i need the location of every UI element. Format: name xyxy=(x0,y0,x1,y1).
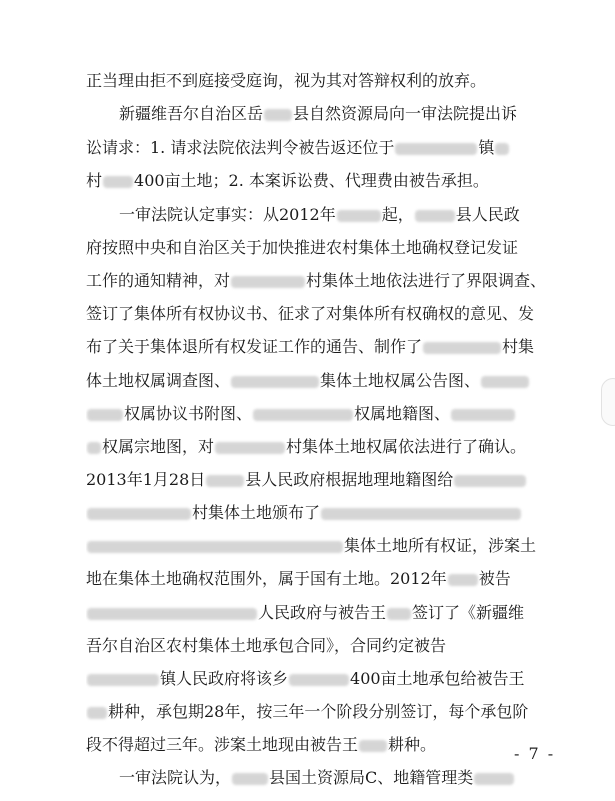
text-segment: 镇 xyxy=(478,138,495,157)
text-segment: 村 xyxy=(86,171,103,190)
redaction-mark xyxy=(321,508,521,520)
text-segment: 县人民政 xyxy=(455,205,520,224)
text-segment: 耕种。 xyxy=(388,735,437,754)
redaction-mark xyxy=(495,143,509,155)
text-line-20 xyxy=(86,702,546,722)
text-segment: 段不得超过三年。涉案土地现由被告王 xyxy=(86,735,359,754)
text-segment: 讼请求：1. 请求法院依法判令被告返还位于 xyxy=(86,138,395,157)
text-line-6 xyxy=(86,238,546,258)
text-line-2 xyxy=(119,104,546,124)
text-line-13 xyxy=(86,470,546,490)
text-line-1 xyxy=(86,71,546,91)
text-segment: 府按照中央和自治区关于加快推进农村集体土地确权登记发证 xyxy=(86,238,519,257)
text-segment: 县人民政府根据地理地籍图给 xyxy=(245,470,454,489)
redaction-mark xyxy=(474,773,514,785)
text-segment: 新疆维吾尔自治区岳 xyxy=(119,104,264,123)
text-segment: 权属宗地图，对 xyxy=(102,437,215,456)
text-segment: 签订了集体所有权协议书、征求了对集体所有权确权的意见、发 xyxy=(86,304,535,323)
text-line-12 xyxy=(86,437,546,457)
redaction-mark xyxy=(481,376,529,388)
redaction-mark xyxy=(415,210,455,222)
text-line-10 xyxy=(86,371,546,391)
text-segment: 400亩土地；2. 本案诉讼费、代理费由被告承担。 xyxy=(134,171,489,190)
redaction-mark xyxy=(103,176,133,188)
text-segment: 被告 xyxy=(478,569,511,588)
redaction-mark xyxy=(215,442,285,454)
text-segment: 工作的通知精神，对 xyxy=(86,271,231,290)
redaction-mark xyxy=(232,773,268,785)
redaction-mark xyxy=(359,740,387,752)
redaction-mark xyxy=(87,608,257,620)
redaction-mark xyxy=(423,342,501,354)
text-segment: 村集体土地权属依法进行了确认。 xyxy=(286,437,527,456)
redaction-mark xyxy=(87,442,101,454)
page-number: - 7 - xyxy=(514,744,556,763)
text-line-19 xyxy=(86,669,546,689)
text-line-11 xyxy=(86,404,546,424)
text-line-22 xyxy=(119,768,546,788)
redaction-mark xyxy=(387,608,411,620)
text-line-3 xyxy=(86,138,546,158)
redaction-mark xyxy=(87,707,107,719)
text-segment: 村集体土地依法进行了界限调查、 xyxy=(306,271,546,290)
redaction-mark xyxy=(253,409,353,421)
text-line-7 xyxy=(86,271,546,291)
text-line-4 xyxy=(86,171,546,191)
text-line-15 xyxy=(86,536,546,556)
redaction-mark xyxy=(231,276,305,288)
text-segment: 集体土地权属公告图、 xyxy=(320,371,481,390)
text-segment: 村集 xyxy=(502,337,535,356)
text-segment: 吾尔自治区农村集体土地承包合同》，合同约定被告 xyxy=(86,636,447,655)
text-segment: 镇人民政府将该乡 xyxy=(160,669,289,688)
redaction-mark xyxy=(454,475,526,487)
text-line-5 xyxy=(119,205,546,225)
redaction-mark xyxy=(337,210,381,222)
text-segment: 一审法院认为， xyxy=(119,768,232,787)
text-segment: 耕种，承包期28年，按三年一个阶段分别签订，每个承包阶 xyxy=(108,702,529,721)
text-line-14 xyxy=(86,503,546,523)
text-line-8 xyxy=(86,304,546,324)
text-segment: 县自然资源局向一审法院提出诉 xyxy=(293,104,518,123)
text-segment: 县国土资源局C、地籍管理类 xyxy=(269,768,474,787)
redaction-mark xyxy=(289,674,349,686)
redaction-mark xyxy=(87,674,159,686)
text-segment: 村集体土地颁布了 xyxy=(192,503,321,522)
redaction-mark xyxy=(206,475,244,487)
text-segment: 正当理由拒不到庭接受庭询，视为其对答辩权利的放弃。 xyxy=(86,71,487,90)
text-segment: 一审法院认定事实：从2012年 xyxy=(119,205,336,224)
text-segment: 权属协议书附图、 xyxy=(124,404,253,423)
text-segment: 权属地籍图、 xyxy=(354,404,451,423)
text-segment: 签订了《新疆维 xyxy=(412,603,525,622)
text-line-16 xyxy=(86,569,546,589)
text-segment: 布了关于集体退所有权发证工作的通告、制作了 xyxy=(86,337,423,356)
redaction-mark xyxy=(87,541,343,553)
text-line-18 xyxy=(86,636,546,656)
redaction-mark xyxy=(231,376,319,388)
text-line-9 xyxy=(86,337,546,357)
text-segment: 体土地权属调查图、 xyxy=(86,371,231,390)
text-segment: 起， xyxy=(381,205,414,224)
redaction-mark xyxy=(87,409,123,421)
page-edge-tab xyxy=(601,378,615,426)
text-segment: 集体土地所有权证，涉案土 xyxy=(344,536,537,555)
redaction-mark xyxy=(395,143,477,155)
text-segment: 400亩土地承包给被告王 xyxy=(350,669,525,688)
redaction-mark xyxy=(87,508,191,520)
text-segment: 地在集体土地确权范围外，属于国有土地。2012年 xyxy=(86,569,447,588)
text-line-17 xyxy=(86,603,546,623)
text-segment: 2013年1月28日 xyxy=(86,470,206,489)
text-segment: 人民政府与被告王 xyxy=(258,603,387,622)
redaction-mark xyxy=(264,109,292,121)
redaction-mark xyxy=(451,409,515,421)
text-line-21 xyxy=(86,735,546,755)
redaction-mark xyxy=(448,574,478,586)
